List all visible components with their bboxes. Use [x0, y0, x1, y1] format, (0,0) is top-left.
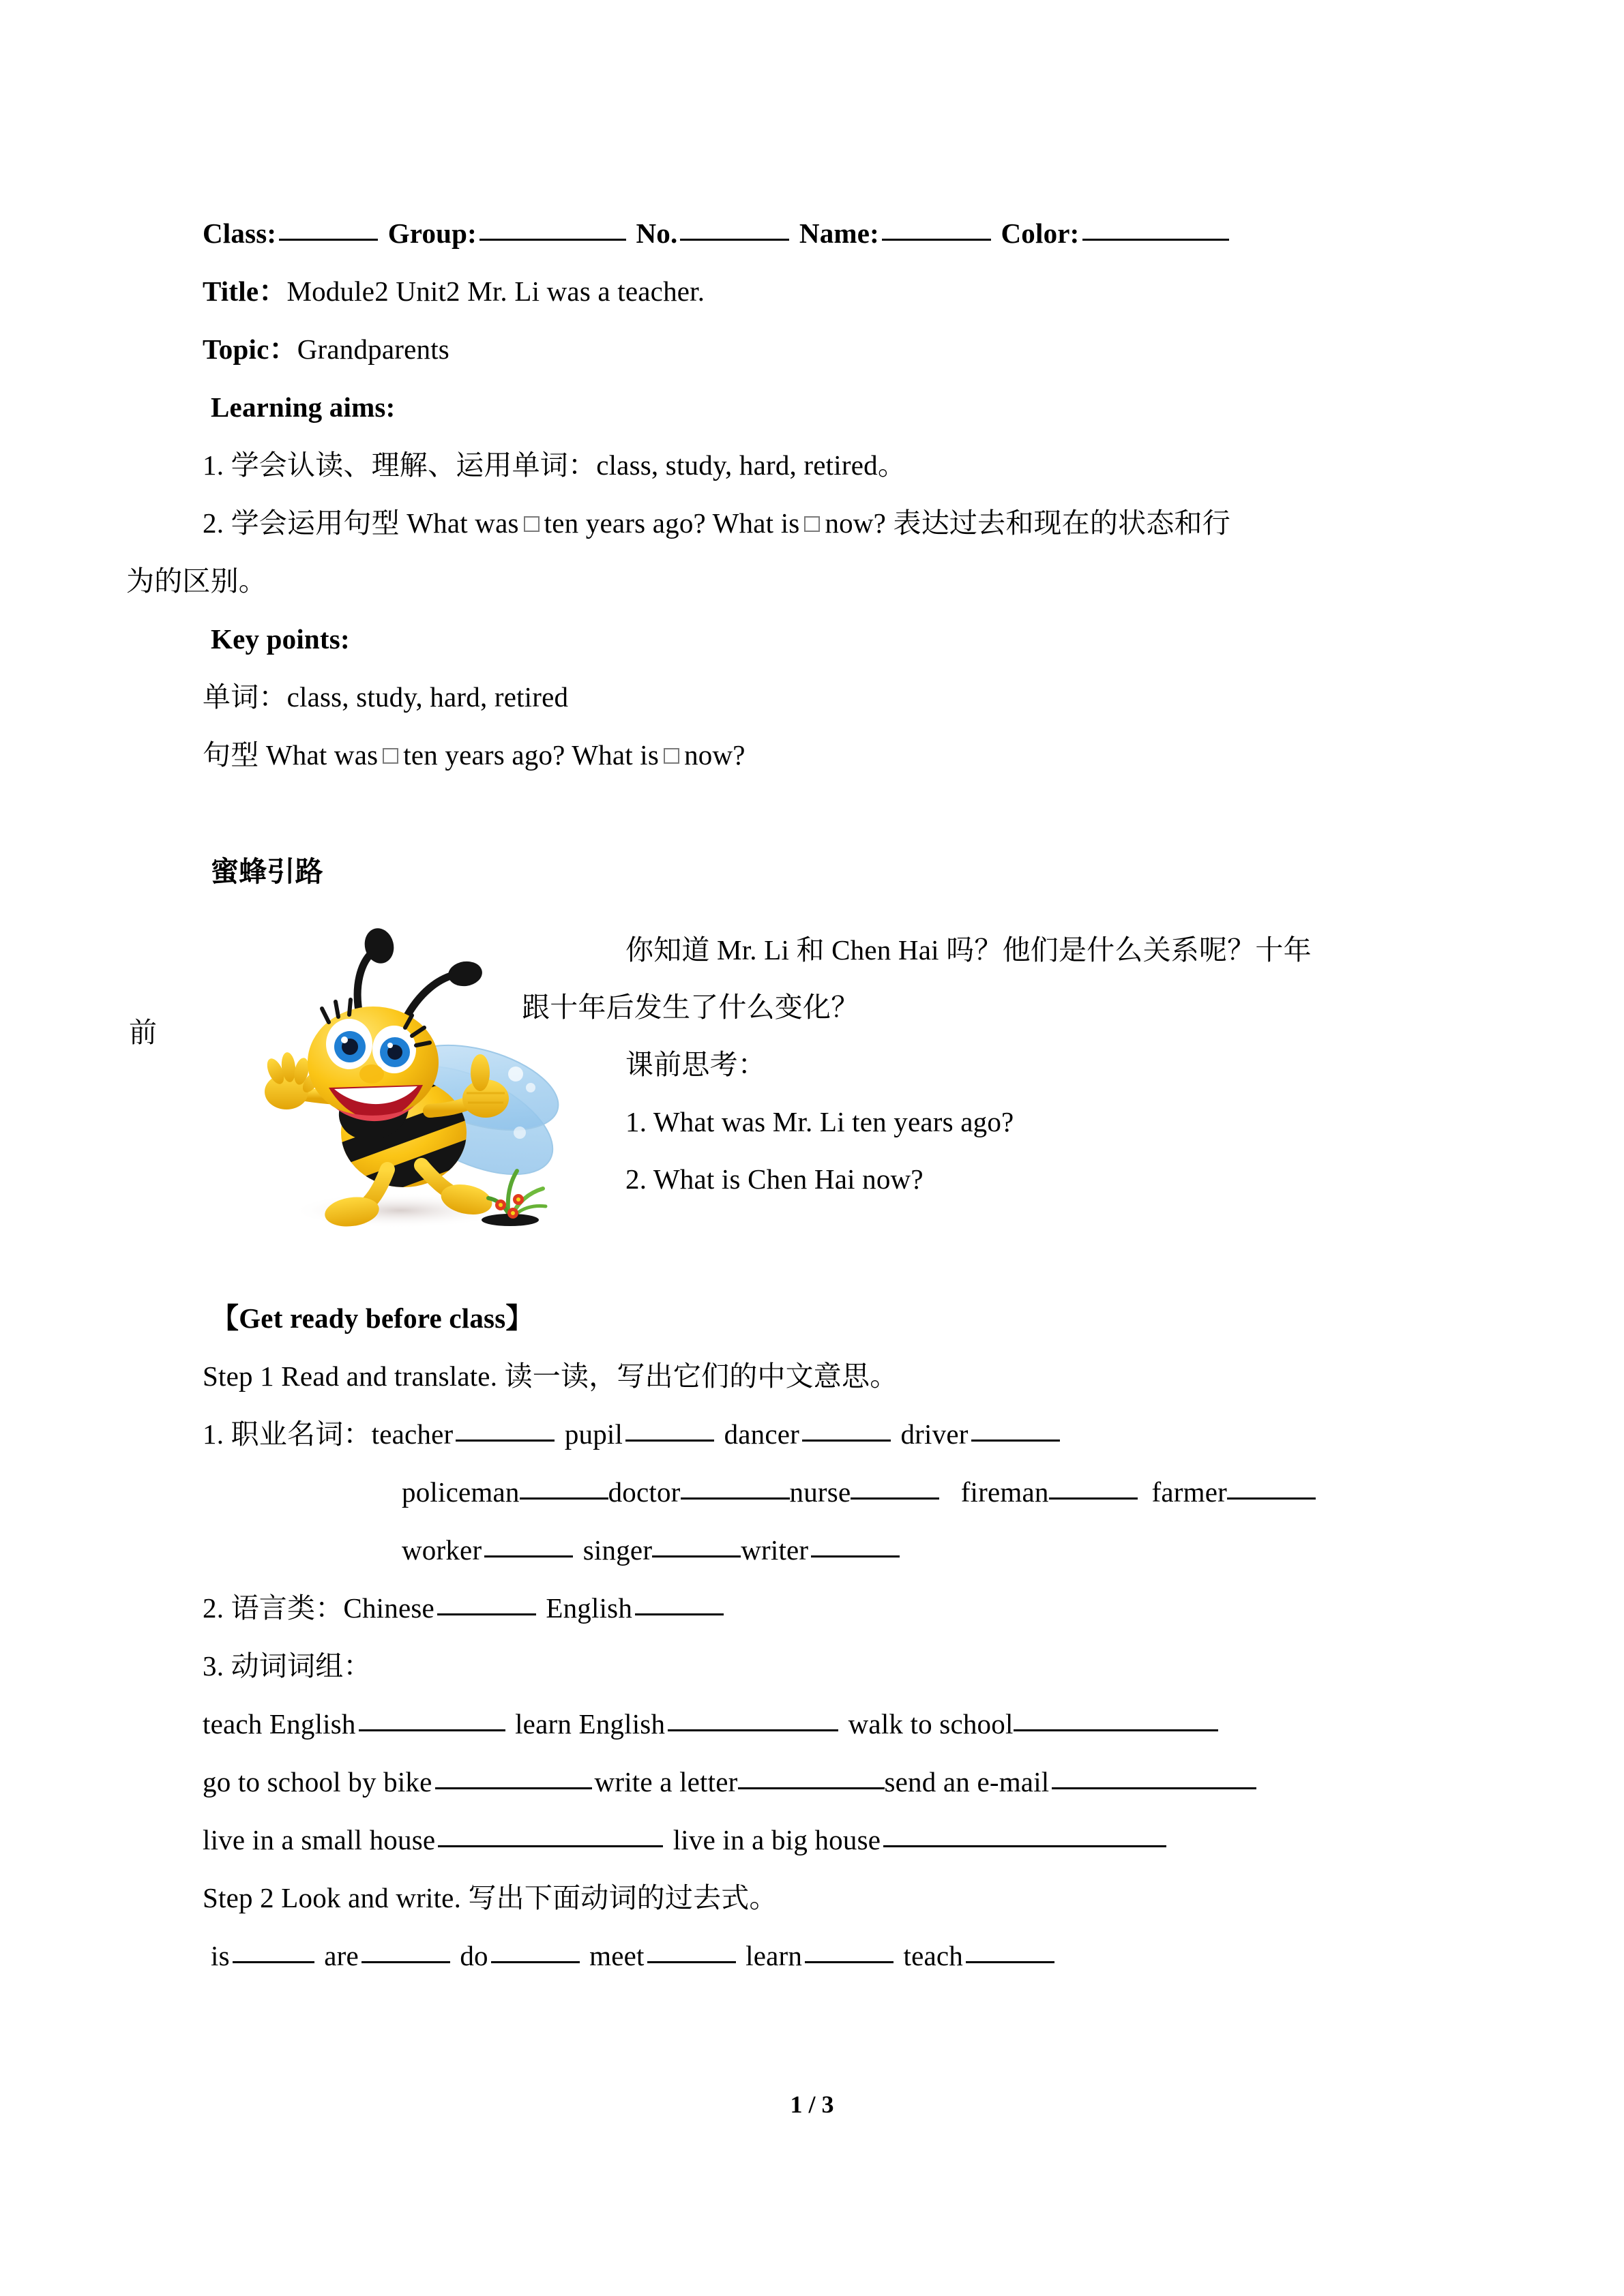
pre-class-think-label: 课前思考：: [625, 1049, 766, 1080]
occupation-word: policeman: [402, 1476, 520, 1508]
blank-box-icon: [664, 748, 679, 764]
title-label: Title：: [203, 275, 287, 307]
languages-label: 2. 语言类：: [203, 1592, 344, 1624]
document-body: [126, 205, 1437, 1985]
get-ready-heading: 【Get ready before class】: [211, 1302, 534, 1334]
verb-word: meet: [589, 1940, 645, 1971]
step-2-instruction: Step 2 Look and write. 写出下面动词的过去式。: [203, 1882, 778, 1913]
no-label: No.: [636, 218, 678, 249]
occupation-blank[interactable]: [1049, 1497, 1138, 1500]
blank-box-icon: [524, 516, 540, 532]
side-character-qian: 前: [129, 1017, 157, 1048]
verb-phrase: go to school by bike: [203, 1766, 432, 1798]
learning-aims-item-2-cont: 为的区别。: [126, 565, 267, 597]
occupations-row-2: [203, 1463, 1437, 1521]
aims2-part-b: ten years ago? What is: [544, 507, 800, 539]
learning-aims-heading: Learning aims:: [211, 391, 396, 423]
occupation-word: driver: [900, 1418, 969, 1450]
verb-word: is: [211, 1940, 230, 1971]
verb-phrase-blank[interactable]: [1014, 1729, 1218, 1731]
color-label: Color:: [1001, 218, 1080, 249]
verb-blank[interactable]: [361, 1961, 450, 1963]
pattern-part-b: ten years ago? What is: [403, 739, 660, 771]
verb-phrases-row-3: [203, 1811, 1437, 1869]
occupation-word: dancer: [724, 1418, 800, 1450]
topic-label: Topic：: [203, 333, 297, 365]
occupation-blank[interactable]: [520, 1497, 608, 1500]
occupation-blank[interactable]: [652, 1555, 741, 1557]
bee-question-text: [522, 921, 1437, 1208]
occupation-blank[interactable]: [971, 1440, 1060, 1442]
bee-mascot-icon: [226, 916, 581, 1250]
blank-box-icon: [383, 748, 398, 764]
verb-phrase-blank[interactable]: [359, 1729, 505, 1731]
language-word: English: [546, 1592, 633, 1624]
occupations-row-1: [203, 1405, 1437, 1463]
language-word: Chinese: [343, 1592, 434, 1624]
occupation-blank[interactable]: [802, 1440, 891, 1442]
verb-blank[interactable]: [966, 1961, 1054, 1963]
verb-word: do: [460, 1940, 488, 1971]
aims2-part-d: 表达过去和现在的状态和行: [893, 507, 1230, 539]
learning-aims-item-2: [203, 494, 1437, 552]
spacer: [203, 784, 1437, 843]
occupations-label: 1. 职业名词：: [203, 1418, 372, 1450]
occupation-blank[interactable]: [484, 1555, 573, 1557]
occupation-word: farmer: [1151, 1476, 1227, 1508]
group-blank[interactable]: [479, 239, 626, 241]
pre-class-question-2: 2. What is Chen Hai now?: [625, 1163, 924, 1195]
color-blank[interactable]: [1082, 239, 1229, 241]
title-row: [203, 263, 1437, 320]
occupation-blank[interactable]: [681, 1497, 790, 1500]
bee-question-line-1: 你知道 Mr. Li 和 Chen Hai 吗？他们是什么关系呢？十年: [625, 934, 1312, 966]
verb-blank[interactable]: [647, 1961, 736, 1963]
verb-phrase: learn English: [515, 1708, 666, 1740]
occupations-row-3: [203, 1521, 1437, 1579]
class-blank[interactable]: [279, 239, 378, 241]
past-tense-verbs-row: [203, 1927, 1437, 1985]
verb-word: are: [324, 1940, 359, 1971]
verb-phrase: send an e-mail: [884, 1766, 1050, 1798]
verb-phrase-blank[interactable]: [668, 1729, 838, 1731]
spacer: [203, 1255, 1437, 1289]
verb-phrase: teach English: [203, 1708, 356, 1740]
verb-word: learn: [745, 1940, 803, 1971]
aims2-part-a: 2. 学会运用句型 What was: [203, 507, 519, 539]
verb-phrase-blank[interactable]: [1052, 1787, 1256, 1789]
student-info-row: [203, 205, 1437, 263]
verb-phrase-blank[interactable]: [435, 1787, 592, 1789]
key-points-pattern: [203, 726, 1437, 784]
learning-aims-item-1: 1. 学会认读、理解、运用单词：class, study, hard, retired。: [203, 449, 906, 481]
verb-phrase-blank[interactable]: [883, 1845, 1166, 1847]
verb-phrase-blank[interactable]: [438, 1845, 663, 1847]
title-value: Module2 Unit2 Mr. Li was a teacher.: [286, 275, 705, 307]
occupation-word: singer: [582, 1534, 653, 1566]
occupation-blank[interactable]: [625, 1440, 714, 1442]
words-label: 单词：: [203, 681, 287, 713]
name-blank[interactable]: [882, 239, 991, 241]
verb-phrase: live in a big house: [673, 1824, 881, 1855]
verb-phrase: write a letter: [594, 1766, 738, 1798]
topic-value: Grandparents: [297, 333, 449, 365]
pre-class-question-1: 1. What was Mr. Li ten years ago?: [625, 1106, 1014, 1137]
occupation-word: doctor: [608, 1476, 681, 1508]
aims2-part-c: now?: [825, 507, 887, 539]
occupation-word: teacher: [371, 1418, 454, 1450]
key-points-heading: Key points:: [211, 623, 350, 655]
occupation-blank[interactable]: [456, 1440, 555, 1442]
verb-phrases-label: 3. 动词词组：: [203, 1650, 372, 1682]
pattern-label: 句型: [203, 739, 259, 771]
class-label: Class:: [203, 218, 277, 249]
verb-phrase: live in a small house: [203, 1824, 436, 1855]
page-number: 1 / 3: [790, 2091, 834, 2118]
group-label: Group:: [387, 218, 477, 249]
key-points-words: [203, 668, 1437, 726]
bee-illustration-block: [129, 901, 1437, 1255]
pattern-part-a: What was: [265, 739, 379, 771]
occupation-blank[interactable]: [1227, 1497, 1316, 1500]
words-value: class, study, hard, retired: [286, 681, 569, 713]
name-label: Name:: [799, 218, 880, 249]
blank-box-icon: [804, 516, 820, 532]
language-blank[interactable]: [437, 1613, 536, 1615]
topic-row: [203, 320, 1437, 378]
bee-section-heading: 蜜蜂引路: [211, 856, 323, 887]
languages-row: [203, 1579, 1437, 1637]
verb-phrase: walk to school: [848, 1708, 1014, 1740]
verb-phrase-blank[interactable]: [738, 1787, 885, 1789]
occupation-word: worker: [402, 1534, 482, 1566]
occupation-blank[interactable]: [811, 1555, 900, 1557]
occupation-word: writer: [741, 1534, 809, 1566]
bee-question-line-2: 跟十年后发生了什么变化？: [522, 992, 859, 1023]
no-blank[interactable]: [680, 239, 789, 241]
verb-blank[interactable]: [491, 1961, 580, 1963]
occupation-word: fireman: [960, 1476, 1049, 1508]
verb-word: teach: [903, 1940, 963, 1971]
verb-blank[interactable]: [233, 1961, 314, 1963]
occupation-word: nurse: [789, 1476, 851, 1508]
occupation-blank[interactable]: [851, 1497, 939, 1500]
occupation-word: pupil: [564, 1418, 623, 1450]
verb-blank[interactable]: [805, 1961, 894, 1963]
verb-phrases-row-2: [203, 1753, 1437, 1811]
language-blank[interactable]: [635, 1613, 724, 1615]
pattern-part-c: now?: [684, 739, 745, 771]
verb-phrases-row-1: [203, 1695, 1437, 1753]
step-1-instruction: Step 1 Read and translate. 读一读，写出它们的中文意思。: [203, 1360, 898, 1392]
